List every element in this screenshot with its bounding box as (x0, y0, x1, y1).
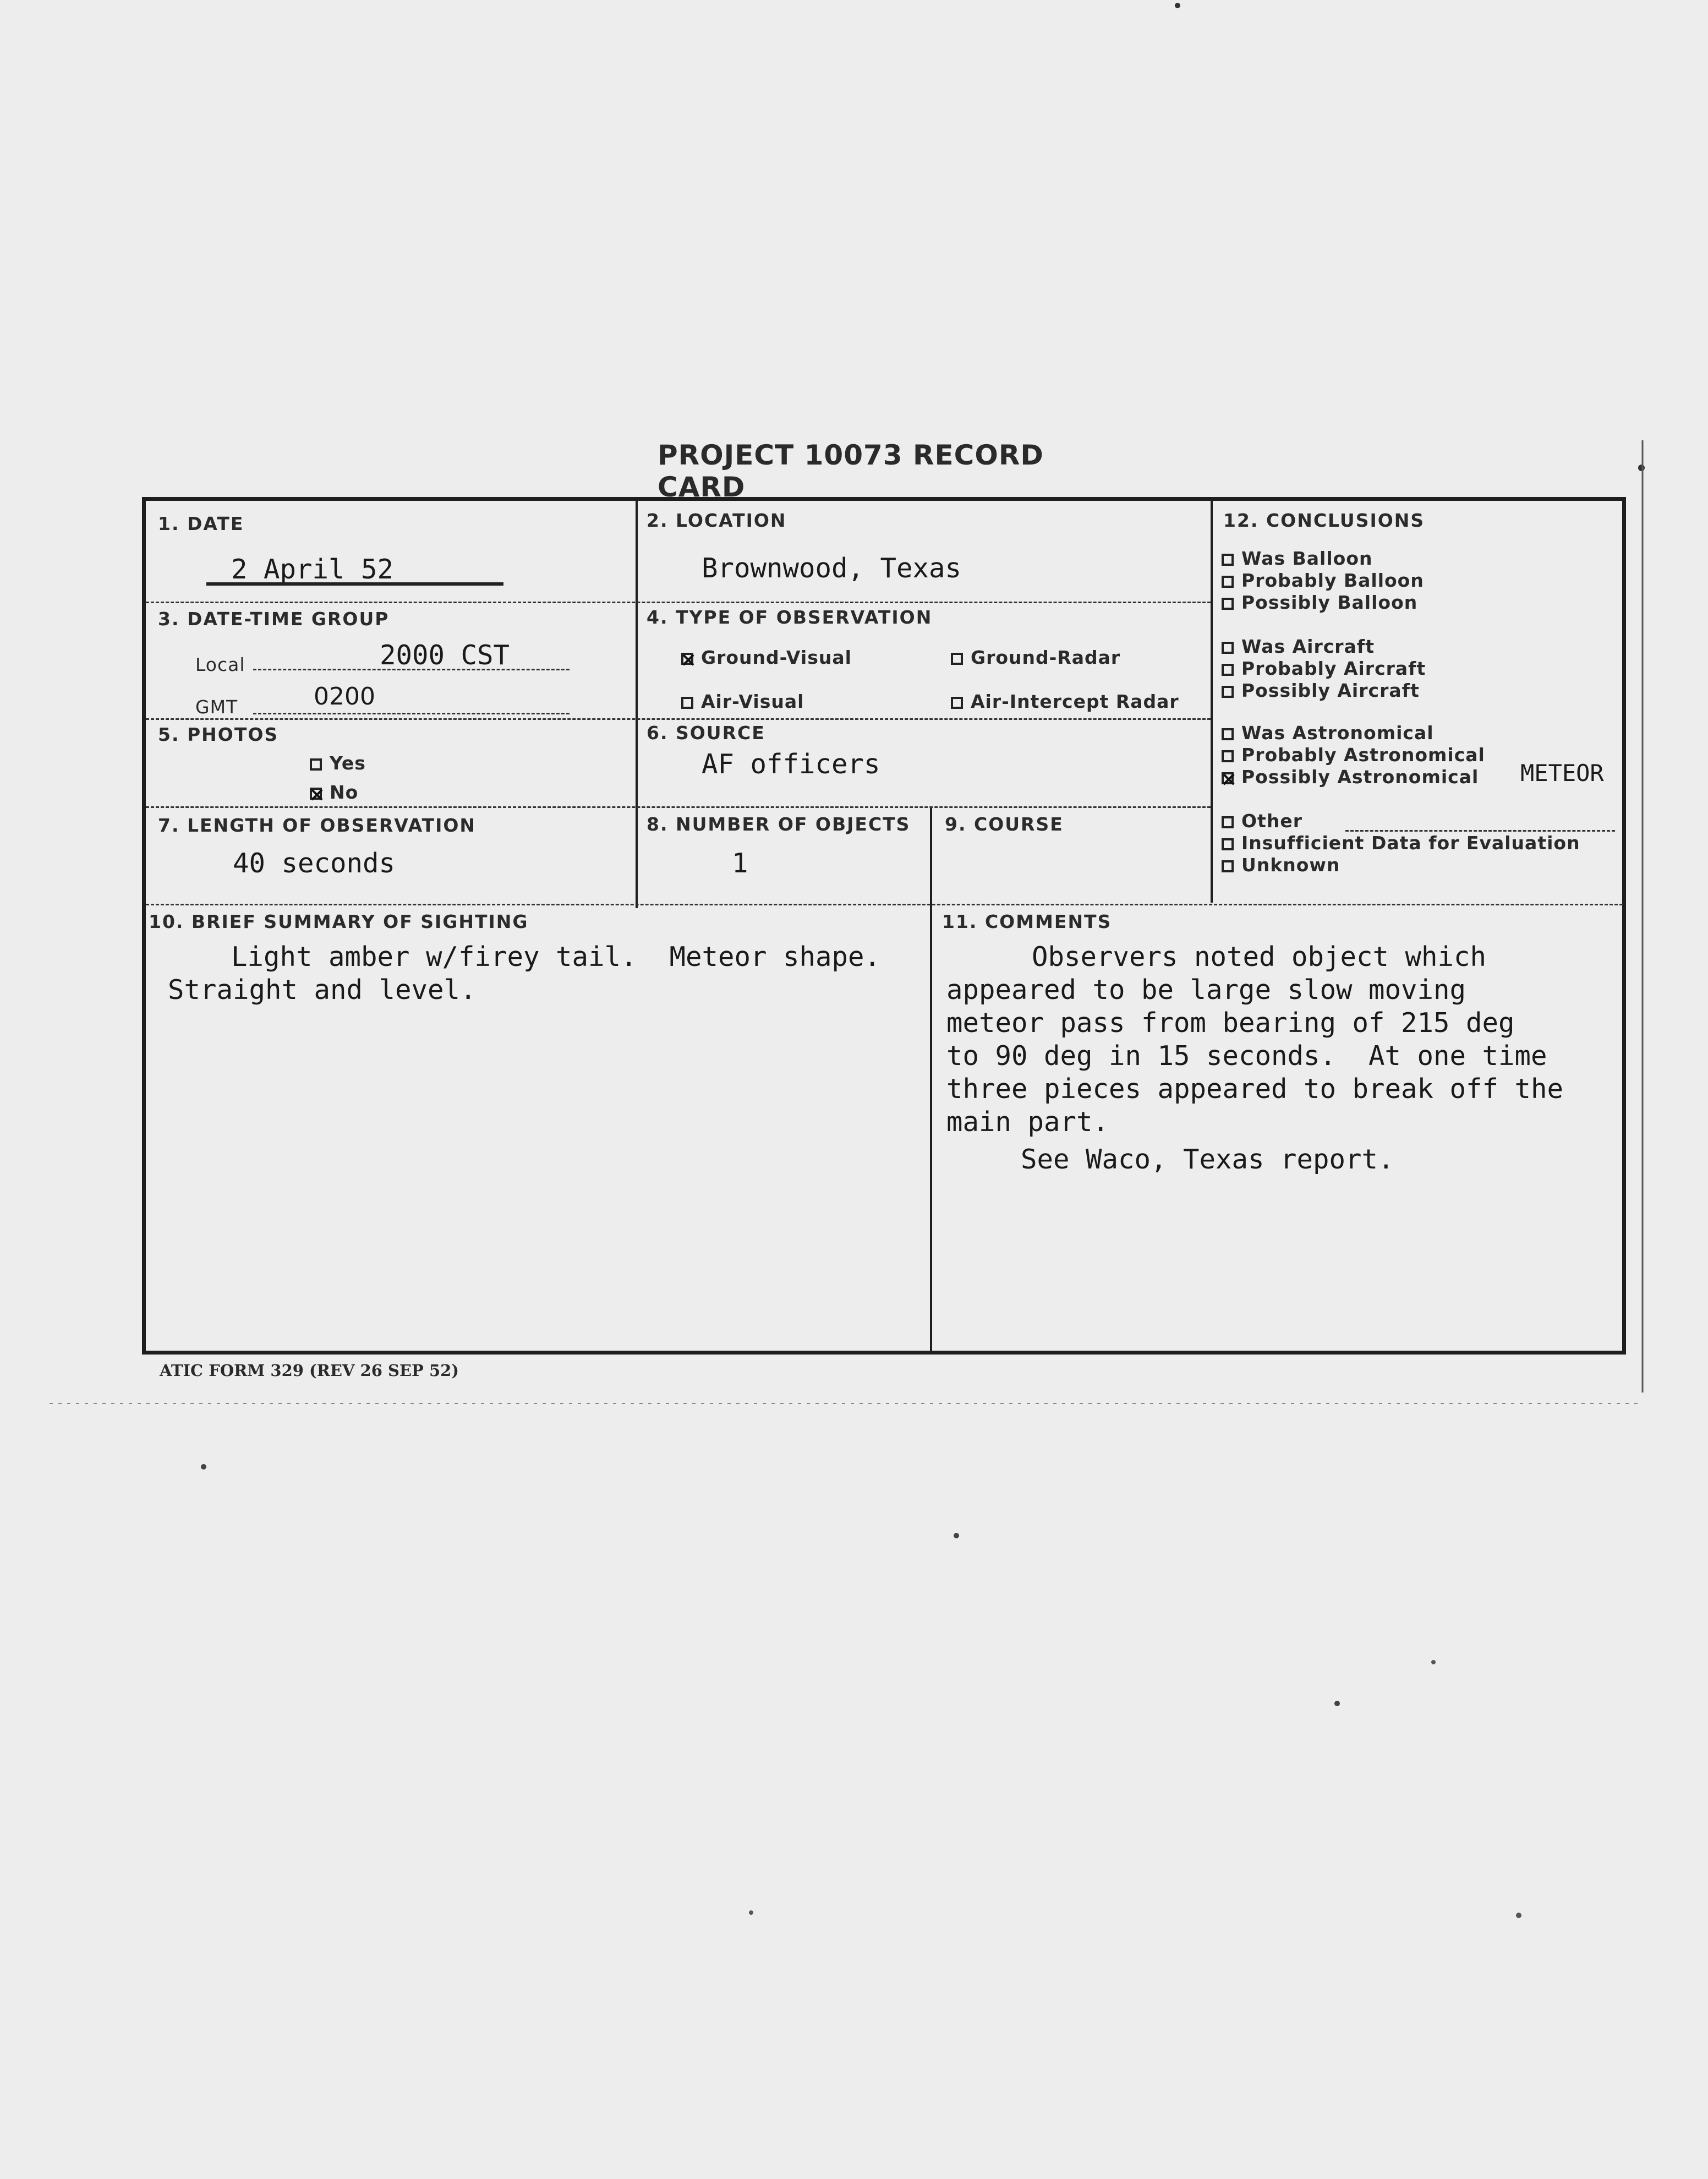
option-ground-visual[interactable]: Ground-Visual (681, 647, 852, 668)
length-of-observation-value: 40 seconds (233, 848, 396, 879)
conclusion-option[interactable]: Was Astronomical (1222, 722, 1434, 744)
source-value: AF officers (702, 749, 880, 780)
conclusion-option[interactable]: Unknown (1222, 854, 1340, 876)
location-value: Brownwood, Texas (702, 553, 962, 584)
option-air-visual[interactable]: Air-Visual (681, 691, 804, 712)
conclusion-option[interactable]: Insufficient Data for Evaluation (1222, 832, 1580, 854)
comment-line: meteor pass from bearing of 215 deg (946, 1007, 1515, 1039)
length-of-observation-label: 7. LENGTH OF OBSERVATION (158, 815, 477, 836)
card-title: PROJECT 10073 RECORD CARD (658, 439, 1044, 503)
number-of-objects-value: 1 (732, 848, 748, 879)
comment-line: appeared to be large slow moving (946, 974, 1466, 1006)
comments-label: 11. COMMENTS (942, 911, 1112, 932)
conclusion-option[interactable]: Probably Astronomical (1222, 744, 1485, 766)
brief-summary-label: 10. BRIEF SUMMARY OF SIGHTING (149, 911, 529, 932)
option-ground-radar[interactable]: Ground-Radar (951, 647, 1120, 668)
gmt-label: GMT (195, 696, 238, 718)
option-air-intercept-radar[interactable]: Air-Intercept Radar (951, 691, 1179, 712)
comment-line: main part. (946, 1106, 1109, 1138)
date-time-group-label: 3. DATE-TIME GROUP (158, 608, 390, 630)
comment-line: three pieces appeared to break off the (946, 1073, 1564, 1105)
photos-label: 5. PHOTOS (158, 724, 279, 745)
date-value: 2 April 52 (231, 554, 394, 585)
form-id: ATIC FORM 329 (REV 26 SEP 52) (160, 1361, 459, 1380)
local-time-value: 2000 CST (380, 640, 510, 671)
conclusion-option[interactable]: Was Balloon (1222, 548, 1373, 569)
summary-line: Straight and level. (168, 974, 477, 1006)
conclusion-annotation: METEOR (1520, 760, 1604, 787)
conclusion-option[interactable]: Possibly Aircraft (1222, 680, 1420, 701)
comment-line: Observers noted object which (1032, 941, 1487, 973)
course-label: 9. COURSE (945, 813, 1064, 835)
conclusion-option[interactable]: Was Aircraft (1222, 636, 1375, 657)
conclusion-option[interactable]: Probably Aircraft (1222, 658, 1426, 679)
conclusion-option[interactable]: Other (1222, 810, 1302, 832)
number-of-objects-label: 8. NUMBER OF OBJECTS (647, 813, 911, 835)
location-label: 2. LOCATION (647, 510, 787, 531)
date-label: 1. DATE (158, 513, 244, 534)
source-label: 6. SOURCE (647, 722, 765, 744)
option-photos-no[interactable]: No (310, 782, 358, 803)
gmt-time-value: 0200 (314, 682, 375, 711)
type-of-observation-label: 4. TYPE OF OBSERVATION (647, 607, 933, 628)
comment-line: to 90 deg in 15 seconds. At one time (946, 1040, 1547, 1072)
conclusion-option-possibly-astronomical[interactable]: Possibly Astronomical (1222, 766, 1479, 788)
conclusion-option[interactable]: Probably Balloon (1222, 570, 1424, 591)
local-label: Local (195, 654, 245, 675)
comment-line: See Waco, Texas report. (1021, 1144, 1394, 1175)
conclusion-option[interactable]: Possibly Balloon (1222, 592, 1417, 613)
summary-line: Light amber w/firey tail. Meteor shape. (231, 941, 881, 973)
option-photos-yes[interactable]: Yes (310, 752, 366, 774)
conclusions-label: 12. CONCLUSIONS (1223, 510, 1425, 531)
